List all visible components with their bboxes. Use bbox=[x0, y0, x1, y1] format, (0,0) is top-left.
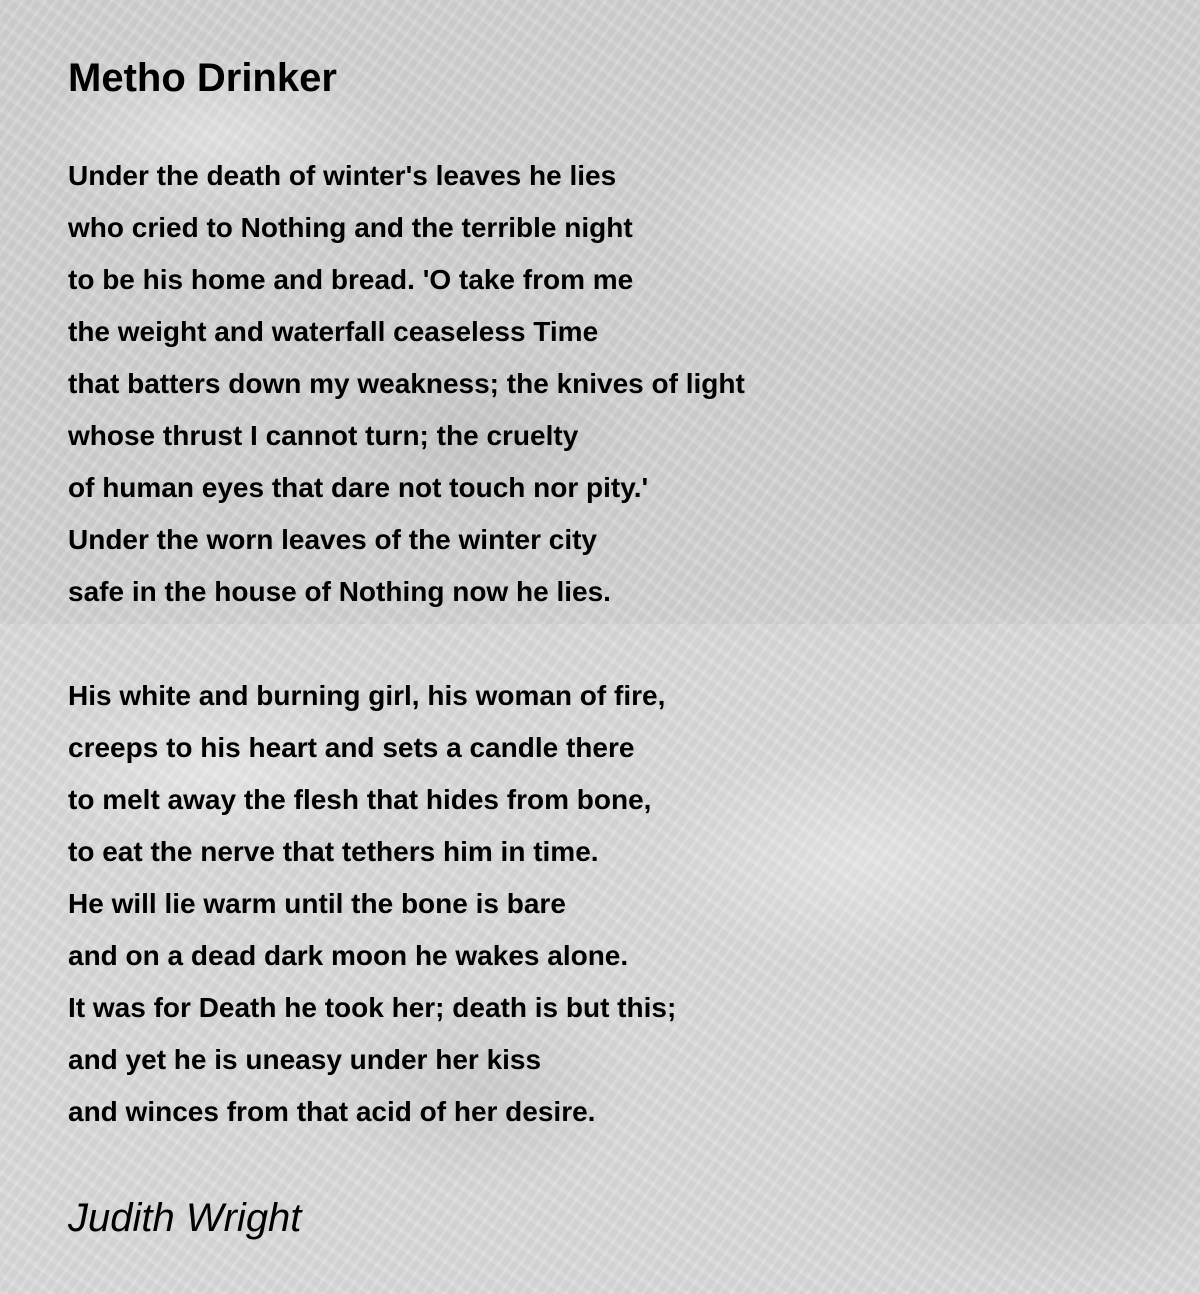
poem-line: to melt away the flesh that hides from bone, bbox=[68, 784, 652, 815]
poem-line: the weight and waterfall ceaseless Time bbox=[68, 316, 599, 347]
poem-line: and on a dead dark moon he wakes alone. bbox=[68, 940, 629, 971]
poem-line: of human eyes that dare not touch nor pity.' bbox=[68, 472, 649, 503]
poem-line: that batters down my weakness; the knives of light bbox=[68, 368, 745, 399]
stanza-2 bbox=[68, 670, 676, 1138]
poem-author: Judith Wright bbox=[68, 1196, 302, 1240]
poem-title: Metho Drinker bbox=[68, 56, 337, 100]
poem-line: creeps to his heart and sets a candle there bbox=[68, 732, 635, 763]
poem-line: to eat the nerve that tethers him in time. bbox=[68, 836, 599, 867]
poem-line: safe in the house of Nothing now he lies. bbox=[68, 576, 611, 607]
poem-line: He will lie warm until the bone is bare bbox=[68, 888, 566, 919]
poem-line: His white and burning girl, his woman of fire, bbox=[68, 680, 666, 711]
poem-line: Under the worn leaves of the winter city bbox=[68, 524, 598, 555]
poem-line: who cried to Nothing and the terrible night bbox=[68, 212, 633, 243]
stanza-1 bbox=[68, 150, 745, 618]
poem-line: and winces from that acid of her desire. bbox=[68, 1096, 596, 1127]
poem-line: whose thrust I cannot turn; the cruelty bbox=[68, 420, 579, 451]
poem-line: to be his home and bread. 'O take from me bbox=[68, 264, 634, 295]
poem-line: Under the death of winter's leaves he lies bbox=[68, 160, 617, 191]
poem-line: and yet he is uneasy under her kiss bbox=[68, 1044, 542, 1075]
poem-line: It was for Death he took her; death is but this; bbox=[68, 992, 677, 1023]
